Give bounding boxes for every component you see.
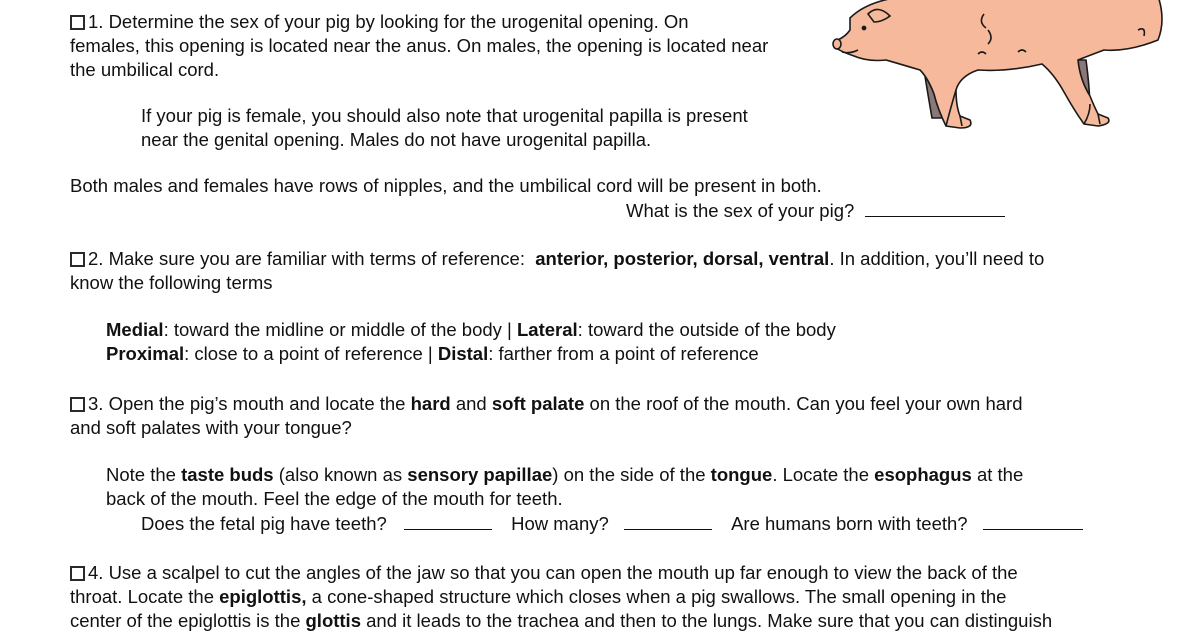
teeth-question: Does the fetal pig have teeth? [141,513,387,534]
pig-body [833,0,1162,128]
proximal-distal-row [106,342,759,366]
step4-line2 [70,585,1006,609]
step2-tail: . In addition, you’ll need to [829,248,1045,269]
step3-line1 [70,392,1023,416]
step3-line2: and soft palates with your tongue? [70,417,352,438]
medial-def: : toward the midline or middle of the body | [163,319,512,340]
n4: . Locate the [772,464,870,485]
step3-c: on the roof of the mouth. Can you feel your own hard [589,393,1023,414]
step1-both-text: Both males and females have rows of nipples, and the umbilical cord will be present in both. [70,175,822,196]
glottis: glottis [305,610,361,631]
sensory-papillae: sensory papillae [407,464,553,485]
step1-text-1: 1. Determine the sex of your pig by looking for the urogenital opening. On [88,11,689,32]
step2-line1 [70,247,1044,271]
distal-term: Distal [437,343,489,364]
n2: (also known as [278,464,403,485]
n1: Note the [106,464,176,485]
step4-c: center of the epiglottis is the [70,610,301,631]
sex-answer-blank[interactable] [865,198,1005,217]
medial-lateral-row [106,318,836,342]
teeth-answer-blank[interactable] [404,511,492,530]
medial-term: Medial [106,319,164,340]
taste-buds: taste buds [181,464,274,485]
step4-line3 [70,609,1052,633]
proximal-term: Proximal [106,343,185,364]
how-many-answer-blank[interactable] [624,511,712,530]
step2-lead: 2. Make sure you are familiar with terms of reference: [88,248,525,269]
step3-note-line1 [106,463,1023,487]
step1-line3: the umbilical cord. [70,59,220,80]
step3-soft: soft palate [491,393,585,414]
step3-hard: hard [410,393,451,414]
pig-illustration [828,0,1168,140]
step4-b: a cone-shaped structure which closes when a pig swallows. The small opening in the [311,586,1007,607]
step4-checkbox[interactable] [70,566,85,581]
step4-a: throat. Locate the [70,586,214,607]
step2-line2: know the following terms [70,272,273,293]
step4-line1 [70,561,1018,585]
step3-a: 3. Open the pig’s mouth and locate the [88,393,406,414]
step1-question [626,198,1005,223]
step1-note-line1: If your pig is female, you should also note that urogenital papilla is present [141,105,748,126]
distal-def: : farther from a point of reference [488,343,759,364]
teeth-questions-row [141,511,1083,536]
n3: ) on the side of the [552,464,706,485]
step2-checkbox[interactable] [70,252,85,267]
humans-teeth-question: Are humans born with teeth? [731,513,968,534]
lateral-def: : toward the outside of the body [577,319,836,340]
how-many-question: How many? [511,513,609,534]
step3-checkbox[interactable] [70,397,85,412]
step1-line1 [70,10,689,34]
epiglottis: epiglottis, [219,586,307,607]
step3-b: and [455,393,487,414]
proximal-def: : close to a point of reference | [184,343,433,364]
step1-checkbox[interactable] [70,15,85,30]
step1-note-line2: near the genital opening. Males do not have urogenital papilla. [141,129,652,150]
step4-d: and it leads to the trachea and then to the lungs. Make sure that you can distinguish [366,610,1053,631]
lateral-term: Lateral [517,319,578,340]
esophagus: esophagus [874,464,972,485]
tongue: tongue [710,464,773,485]
step4-text-1: 4. Use a scalpel to cut the angles of the jaw so that you can open the mouth up far enough to view the back of the [88,562,1018,583]
step3-note-line2: back of the mouth. Feel the edge of the mouth for teeth. [106,488,563,509]
step1-line2: females, this opening is located near the anus. On males, the opening is located near [70,35,769,56]
humans-teeth-answer-blank[interactable] [983,511,1083,530]
step2-terms: anterior, posterior, dorsal, ventral [535,248,830,269]
sex-question-label: What is the sex of your pig? [626,200,855,221]
n5: at the [976,464,1024,485]
